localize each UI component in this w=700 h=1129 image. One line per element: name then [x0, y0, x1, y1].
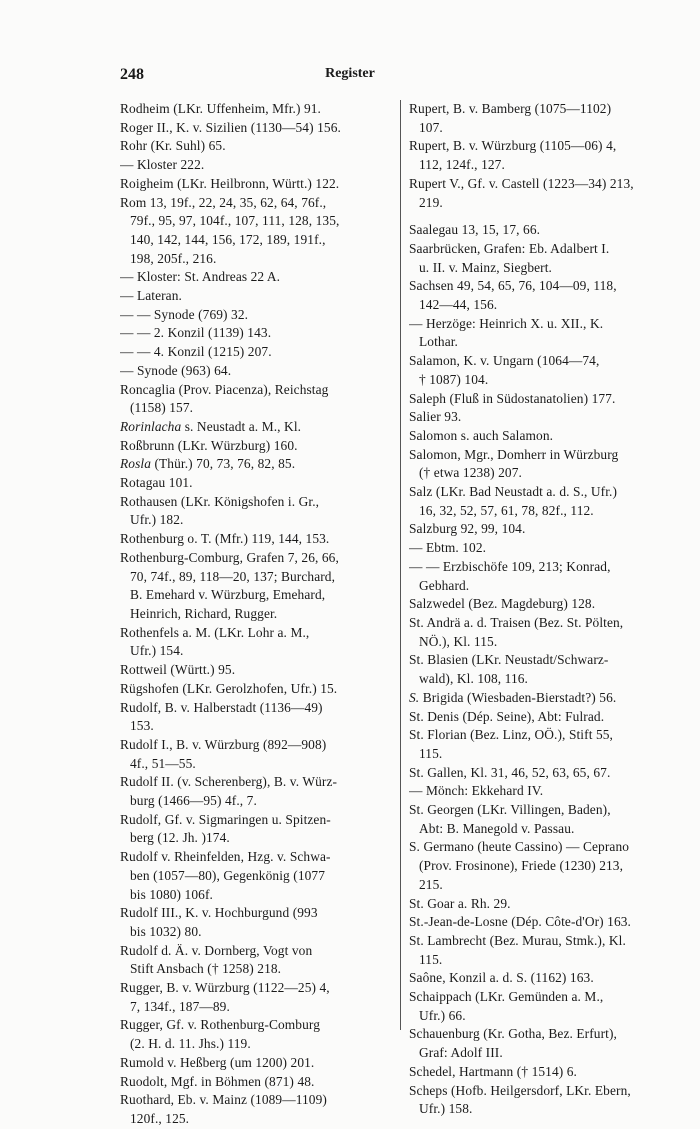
entry-continuation: 70, 74f., 89, 118—20, 137; Burchard,	[130, 568, 336, 584]
index-entry	[120, 287, 390, 306]
index-entry	[409, 782, 679, 801]
entry-headline: Roncaglia (Prov. Piacenza), Reichstag	[120, 381, 329, 397]
index-entry	[120, 1054, 390, 1073]
index-entry	[409, 1082, 679, 1119]
entry-continuation: Ufr.) 158.	[419, 1101, 473, 1117]
index-entry	[409, 1063, 679, 1082]
index-entry	[409, 483, 679, 520]
index-entry	[120, 942, 390, 979]
entry-headline: — — Synode (769) 32.	[120, 306, 249, 322]
index-entry	[120, 156, 390, 175]
index-entry	[409, 427, 679, 446]
entry-headline: Saône, Konzil a. d. S. (1162) 163.	[409, 970, 594, 986]
entry-continuation: (1158) 157.	[130, 400, 194, 416]
entry-headline: — Ebtm. 102.	[409, 540, 487, 556]
entry-continuation: 198, 205f., 216.	[130, 250, 217, 266]
entry-continuation: 16, 32, 52, 57, 61, 78, 82f., 112.	[419, 502, 594, 518]
entry-continuation: 79f., 95, 97, 104f., 107, 111, 128, 135,	[130, 213, 340, 229]
entry-headline: Salzwedel (Bez. Magdeburg) 128.	[409, 596, 596, 612]
entry-headline: Rumold v. Heßberg (um 1200) 201.	[120, 1054, 315, 1070]
index-entry	[409, 913, 679, 932]
entry-continuation: 115.	[419, 951, 443, 967]
entry-headline: — Synode (963) 64.	[120, 362, 232, 378]
entry-continuation: (2. H. d. 11. Jhs.) 119.	[130, 1036, 251, 1052]
entry-headline: Salomon s. auch Salamon.	[409, 427, 554, 443]
entry-headline: Rosla (Thür.) 70, 73, 76, 82, 85.	[120, 456, 296, 472]
entry-continuation: 120f., 125.	[130, 1110, 190, 1126]
index-entry	[120, 549, 390, 624]
index-entry	[120, 268, 390, 287]
entry-headline: Rothausen (LKr. Königshofen i. Gr.,	[120, 493, 320, 509]
index-entry	[120, 137, 390, 156]
entry-continuation: Gebhard.	[419, 577, 470, 593]
entry-continuation: 107.	[419, 119, 443, 135]
index-entry	[120, 661, 390, 680]
index-entry	[120, 437, 390, 456]
entry-headline: Salamon, K. v. Ungarn (1064—74,	[409, 353, 600, 369]
entry-continuation: wald), Kl. 108, 116.	[419, 671, 528, 687]
entry-headline: Rotagau 101.	[120, 475, 193, 491]
index-entry	[120, 175, 390, 194]
entry-headline: Rugger, B. v. Würzburg (1122—25) 4,	[120, 980, 330, 996]
entry-headline: Rodheim (LKr. Uffenheim, Mfr.) 91.	[120, 101, 322, 116]
entry-headline: — — 4. Konzil (1215) 207.	[120, 344, 272, 360]
entry-headline: Rudolf I., B. v. Würzburg (892—908)	[120, 736, 327, 752]
entry-headline: St. Andrä a. d. Traisen (Bez. St. Pölten,	[409, 614, 624, 630]
index-entry	[120, 736, 390, 773]
index-entry	[120, 362, 390, 381]
entry-headline: Roger II., K. v. Sizilien (1130—54) 156.	[120, 119, 341, 135]
entry-continuation: bis 1080) 106f.	[130, 886, 213, 902]
index-entry	[409, 595, 679, 614]
entry-continuation: burg (1466—95) 4f., 7.	[130, 793, 257, 809]
index-entry	[120, 493, 390, 530]
index-entry	[120, 119, 390, 138]
index-entry	[120, 1073, 390, 1092]
entry-headline: Rügshofen (LKr. Gerolzhofen, Ufr.) 15.	[120, 680, 338, 696]
entry-headline: Rudolf v. Rheinfelden, Hzg. v. Schwa-	[120, 849, 331, 865]
entry-continuation: Heinrich, Richard, Rugger.	[130, 605, 278, 621]
entry-continuation: 142—44, 156.	[419, 297, 498, 313]
entry-headline: Salzburg 92, 99, 104.	[409, 521, 526, 537]
entry-headline: Saalegau 13, 15, 17, 66.	[409, 222, 541, 238]
entry-headline: Saarbrücken, Grafen: Eb. Adalbert I.	[409, 240, 610, 256]
index-entry	[409, 838, 679, 894]
index-entry	[409, 240, 679, 277]
index-entry	[409, 175, 679, 212]
entry-headline: Rom 13, 19f., 22, 24, 35, 62, 64, 76f.,	[120, 194, 327, 210]
index-entry	[409, 558, 679, 595]
index-entry	[120, 324, 390, 343]
index-entry	[409, 520, 679, 539]
entry-headline: St. Florian (Bez. Linz, OÖ.), Stift 55,	[409, 727, 613, 743]
index-entry	[120, 1091, 390, 1128]
entry-headline: Saleph (Fluß in Südostanatolien) 177.	[409, 390, 616, 406]
index-entry	[120, 1016, 390, 1053]
entry-continuation: berg (12. Jh. )174.	[130, 830, 230, 846]
index-entry	[120, 530, 390, 549]
index-entry	[409, 801, 679, 838]
entry-headline: — Herzöge: Heinrich X. u. XII., K.	[409, 315, 604, 331]
index-entry	[409, 137, 679, 174]
entry-continuation: ben (1057—80), Gegenkönig (1077	[130, 867, 325, 883]
entry-headline: Scheps (Hofb. Heilgersdorf, LKr. Ebern,	[409, 1082, 631, 1098]
index-entry	[409, 988, 679, 1025]
entry-continuation: 219.	[419, 194, 443, 210]
index-entry	[409, 932, 679, 969]
entry-headline: St. Gallen, Kl. 31, 46, 52, 63, 65, 67.	[409, 764, 611, 780]
entry-continuation: Ufr.) 66.	[419, 1007, 466, 1023]
index-entry	[120, 418, 390, 437]
entry-headline: St. Goar a. Rh. 29.	[409, 895, 511, 911]
entry-continuation: 115.	[419, 745, 443, 761]
entry-headline: Rudolf II. (v. Scherenberg), B. v. Würz-	[120, 774, 338, 790]
entry-continuation: († etwa 1238) 207.	[419, 465, 522, 481]
entry-headline: Salier 93.	[409, 409, 462, 425]
entry-continuation: 215.	[419, 876, 443, 892]
index-entry	[120, 904, 390, 941]
index-column-right	[400, 100, 679, 1117]
entry-continuation: B. Emehard v. Würzburg, Emehard,	[130, 587, 326, 603]
index-entry	[120, 343, 390, 362]
entry-headline: Rottweil (Württ.) 95.	[120, 662, 236, 678]
index-entry	[120, 381, 390, 418]
entry-headline: Roigheim (LKr. Heilbronn, Württ.) 122.	[120, 175, 340, 191]
entry-headline: S. Germano (heute Cassino) — Ceprano	[409, 839, 630, 855]
index-entry	[120, 680, 390, 699]
entry-headline: Sachsen 49, 54, 65, 76, 104—09, 118,	[409, 278, 617, 294]
entry-headline: Schaippach (LKr. Gemünden a. M.,	[409, 989, 604, 1005]
entry-headline: Schedel, Hartmann († 1514) 6.	[409, 1063, 578, 1079]
entry-continuation: † 1087) 104.	[419, 371, 489, 387]
index-entry	[409, 689, 679, 708]
entry-headline: St. Denis (Dép. Seine), Abt: Fulrad.	[409, 708, 605, 724]
entry-headline: St. Georgen (LKr. Villingen, Baden),	[409, 802, 611, 818]
entry-continuation: 153.	[130, 718, 154, 734]
index-entry	[409, 651, 679, 688]
entry-headline: Salz (LKr. Bad Neustadt a. d. S., Ufr.)	[409, 484, 618, 500]
index-entry	[409, 895, 679, 914]
entry-headline: Rothenburg o. T. (Mfr.) 119, 144, 153.	[120, 531, 330, 547]
index-entry	[409, 221, 679, 240]
index-column-left	[120, 100, 390, 1129]
index-entry	[120, 979, 390, 1016]
entry-headline: — — Erzbischöfe 109, 213; Konrad,	[409, 558, 611, 574]
entry-continuation: Abt: B. Manegold v. Passau.	[419, 820, 575, 836]
index-entry	[120, 306, 390, 325]
entry-headline: S. Brigida (Wiesbaden-Bierstadt?) 56.	[409, 689, 617, 705]
entry-continuation: NÖ.), Kl. 115.	[419, 633, 498, 649]
index-entry	[409, 708, 679, 727]
entry-headline: Schauenburg (Kr. Gotha, Bez. Erfurt),	[409, 1026, 617, 1042]
index-entry	[409, 408, 679, 427]
entry-continuation: Ufr.) 154.	[130, 643, 184, 659]
index-entry	[409, 446, 679, 483]
entry-headline: Rudolf d. Ä. v. Dornberg, Vogt von	[120, 942, 313, 958]
index-entry	[120, 100, 390, 119]
entry-continuation: Graf: Adolf III.	[419, 1045, 503, 1061]
page-number: 248	[120, 66, 144, 83]
entry-continuation: (Prov. Frosinone), Friede (1230) 213,	[419, 858, 624, 874]
entry-headline: — Kloster 222.	[120, 157, 205, 173]
index-entry	[120, 773, 390, 810]
entry-continuation: Ufr.) 182.	[130, 512, 184, 528]
entry-continuation: u. II. v. Mainz, Siegbert.	[419, 259, 553, 275]
entry-headline: — Mönch: Ekkehard IV.	[409, 783, 544, 799]
entry-headline: St.-Jean-de-Losne (Dép. Côte-d'Or) 163.	[409, 914, 631, 930]
entry-headline: Rudolf, Gf. v. Sigmaringen u. Spitzen-	[120, 811, 331, 827]
running-title: Register	[325, 66, 375, 81]
entry-headline: Rugger, Gf. v. Rothenburg-Comburg	[120, 1017, 321, 1033]
index-entry	[120, 474, 390, 493]
entry-headline: — — 2. Konzil (1139) 143.	[120, 325, 272, 341]
index-entry	[120, 811, 390, 848]
index-entry	[120, 455, 390, 474]
entry-headline: Salomon, Mgr., Domherr in Würzburg	[409, 446, 619, 462]
entry-headline: St. Blasien (LKr. Neustadt/Schwarz-	[409, 652, 609, 668]
index-entry	[409, 277, 679, 314]
entry-headline: St. Lambrecht (Bez. Murau, Stmk.), Kl.	[409, 932, 626, 948]
entry-continuation: Stift Ansbach († 1258) 218.	[130, 961, 282, 977]
index-entry	[409, 352, 679, 389]
entry-continuation: bis 1032) 80.	[130, 923, 202, 939]
entry-headline: Ruodolt, Mgf. in Böhmen (871) 48.	[120, 1073, 315, 1089]
entry-headline: — Lateran.	[120, 288, 182, 304]
entry-headline: Rupert, B. v. Bamberg (1075—1102)	[409, 101, 612, 116]
index-entry	[120, 699, 390, 736]
entry-continuation: 4f., 51—55.	[130, 755, 196, 771]
entry-continuation: 7, 134f., 187—89.	[130, 998, 230, 1014]
entry-continuation: 112, 124f., 127.	[419, 157, 505, 173]
entry-headline: Rorinlacha s. Neustadt a. M., Kl.	[120, 418, 302, 434]
entry-continuation: Lothar.	[419, 334, 459, 350]
index-entry	[409, 315, 679, 352]
entry-headline: Rudolf, B. v. Halberstadt (1136—49)	[120, 699, 323, 715]
index-entry	[409, 390, 679, 409]
index-entry	[120, 624, 390, 661]
index-entry	[409, 726, 679, 763]
index-entry	[409, 1025, 679, 1062]
index-entry	[409, 100, 679, 137]
entry-headline: Rothenfels a. M. (LKr. Lohr a. M.,	[120, 624, 310, 640]
index-entry	[409, 969, 679, 988]
entry-continuation: 140, 142, 144, 156, 172, 189, 191f.,	[130, 231, 326, 247]
entry-gap	[409, 212, 679, 221]
index-entry	[120, 194, 390, 269]
entry-headline: Rohr (Kr. Suhl) 65.	[120, 138, 226, 154]
index-entry	[409, 614, 679, 651]
entry-headline: Rudolf III., K. v. Hochburgund (993	[120, 905, 318, 921]
entry-headline: Rupert, B. v. Würzburg (1105—06) 4,	[409, 138, 617, 154]
entry-headline: Ruothard, Eb. v. Mainz (1089—1109)	[120, 1092, 327, 1108]
entry-headline: Roßbrunn (LKr. Würzburg) 160.	[120, 437, 298, 453]
entry-headline: Rothenburg-Comburg, Grafen 7, 26, 66,	[120, 549, 339, 565]
index-entry	[409, 764, 679, 783]
index-entry	[409, 539, 679, 558]
entry-headline: Rupert V., Gf. v. Castell (1223—34) 213,	[409, 175, 634, 191]
entry-headline: — Kloster: St. Andreas 22 A.	[120, 269, 281, 285]
index-entry	[120, 848, 390, 904]
